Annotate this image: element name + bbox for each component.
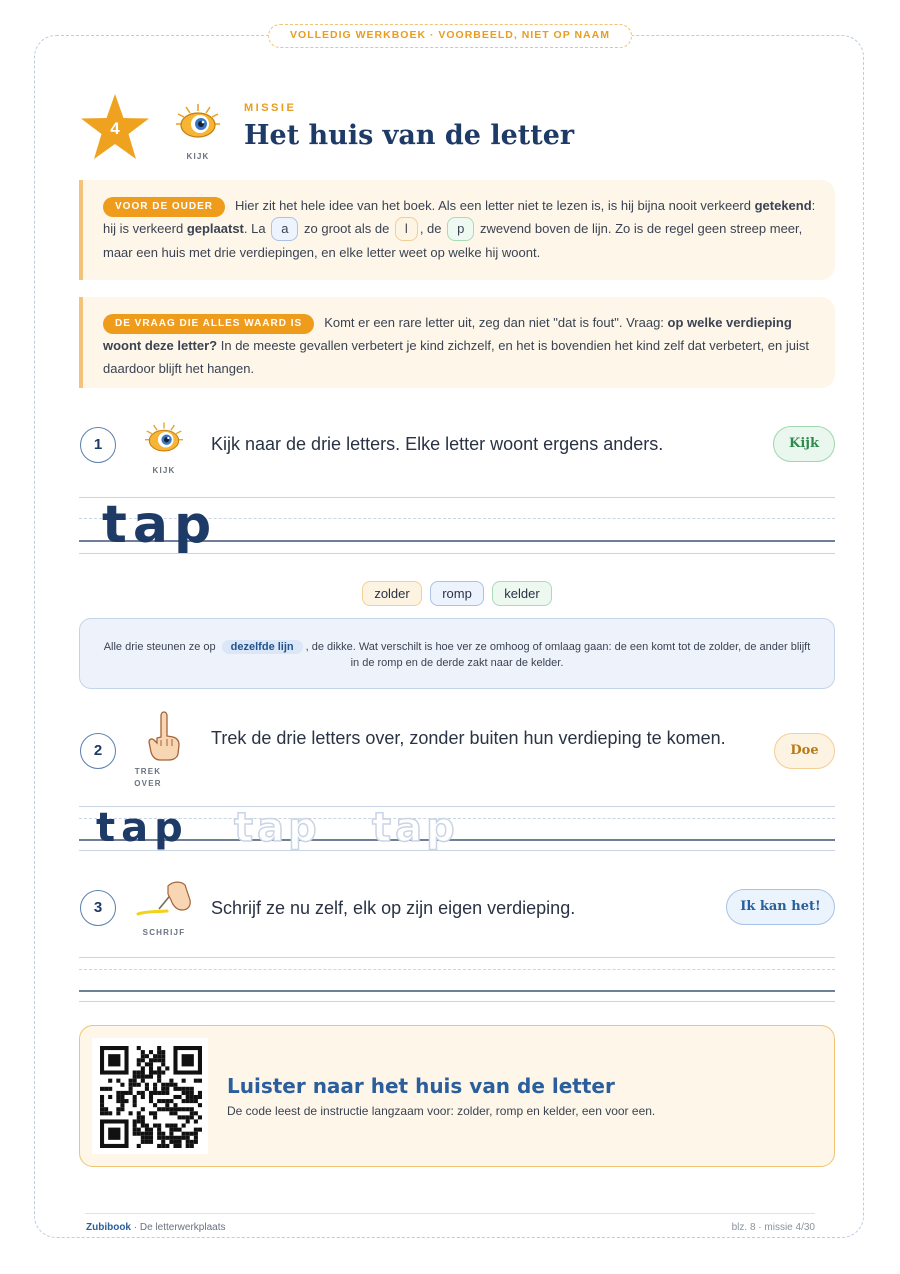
- doe-badge: Doe: [774, 733, 835, 769]
- step-number: 2: [80, 733, 116, 769]
- icon-label: KIJK: [152, 466, 176, 475]
- mission-title: Het huis van de letter: [244, 120, 575, 151]
- mission-kicker: MISSIE: [244, 102, 297, 114]
- note-text: zwevend boven de lijn. Zo is de regel geen streep meer, maar een huis met drie verdiepingen, en elke letter weet op welke hij woont.: [103, 221, 803, 260]
- step-instruction: Kijk naar de drie letters. Elke letter woont ergens anders.: [211, 434, 664, 454]
- note-text: : hij is verkeerd: [103, 198, 816, 236]
- footer-brand: Zubibook: [86, 1222, 131, 1233]
- icon-label: KIJK: [186, 152, 210, 161]
- note-text: , de: [419, 221, 446, 236]
- explain-text: , de dikke. Wat verschilt is hoe ver ze omhoog of omlaag gaan: de een komt tot de zolder, de ander blijft in de romp en de derde zakt naar de kelder.: [305, 641, 811, 669]
- icon-label: SCHRIJF: [142, 928, 186, 937]
- floor-labels: [0, 581, 900, 606]
- letter-chip-a: a: [271, 217, 298, 241]
- pointing-hand-icon: [146, 710, 182, 762]
- step-number: 3: [80, 890, 116, 926]
- step-instruction: Schrijf ze nu zelf, elk op zijn eigen verdieping.: [211, 898, 576, 918]
- footer-page: blz. 8 · missie 4/30: [731, 1222, 815, 1233]
- qr-code[interactable]: [100, 1046, 202, 1148]
- highlight-chip: dezelfde lijn: [222, 640, 303, 654]
- trace-outline-word: tap: [372, 805, 459, 851]
- letter-chip-p: p: [447, 217, 474, 241]
- note-text: Hier zit het hele idee van het boek. Als een letter niet te lezen is, is hij bijna nooit verkeerd: [235, 198, 755, 213]
- icon-label: TREK OVER: [134, 767, 162, 788]
- explain-text: Alle drie steunen ze op: [103, 641, 219, 653]
- audio-title: Luister naar het huis van de letter: [227, 1074, 615, 1098]
- note-text: . La: [243, 221, 270, 236]
- kijk-badge: Kijk: [773, 426, 835, 462]
- writing-line: [79, 1001, 835, 1002]
- floor-romp: romp: [430, 581, 484, 606]
- parent-note: [79, 180, 835, 280]
- note-text: zo groot als de: [300, 221, 393, 236]
- writing-line: [79, 969, 835, 970]
- note-text: Komt er een rare letter uit, zeg dan niet "dat is fout". Vraag:: [324, 315, 668, 330]
- parent-note-pill: VOOR DE OUDER: [103, 197, 225, 217]
- eye-icon: [172, 100, 224, 144]
- note-bold: op welke verdieping woont deze letter?: [103, 315, 792, 353]
- trace-outline-word: tap: [234, 805, 321, 851]
- step-number: 1: [80, 427, 116, 463]
- note-text: In de meeste gevallen verbetert je kind zichzelf, en het is bovendien het kind zelf dat verbetert, en juist daardoor blijft het hangen.: [103, 338, 809, 376]
- question-note-pill: DE VRAAG DIE ALLES WAARD IS: [103, 314, 314, 334]
- writing-hand-icon: [135, 880, 193, 920]
- letter-chip-l: l: [395, 217, 418, 241]
- top-banner: VOLLEDIG WERKBOEK · VOORBEELD, NIET OP NAAM: [268, 24, 632, 48]
- floor-kelder: kelder: [492, 581, 551, 606]
- mission-number: 4: [110, 119, 120, 138]
- writing-line: [79, 957, 835, 958]
- ik-kan-het-badge: Ik kan het!: [726, 889, 835, 925]
- footer-left: [86, 1222, 225, 1233]
- audio-text: De code leest de instructie langzaam voor: zolder, romp en kelder, een voor een.: [227, 1104, 656, 1118]
- baseline: [79, 990, 835, 992]
- step-instruction: Trek de drie letters over, zonder buiten hun verdieping te komen.: [211, 728, 726, 748]
- note-bold: geplaatst: [186, 221, 244, 236]
- question-note: [79, 297, 835, 388]
- note-bold: getekend: [754, 198, 812, 213]
- eye-icon: [140, 419, 188, 457]
- explanation-box: [79, 618, 835, 689]
- footer-subtitle: · De letterwerkplaats: [131, 1222, 226, 1233]
- example-word: tap: [102, 495, 218, 555]
- footer-rule: [85, 1213, 815, 1214]
- trace-solid-word: tap: [96, 805, 189, 851]
- floor-zolder: zolder: [362, 581, 421, 606]
